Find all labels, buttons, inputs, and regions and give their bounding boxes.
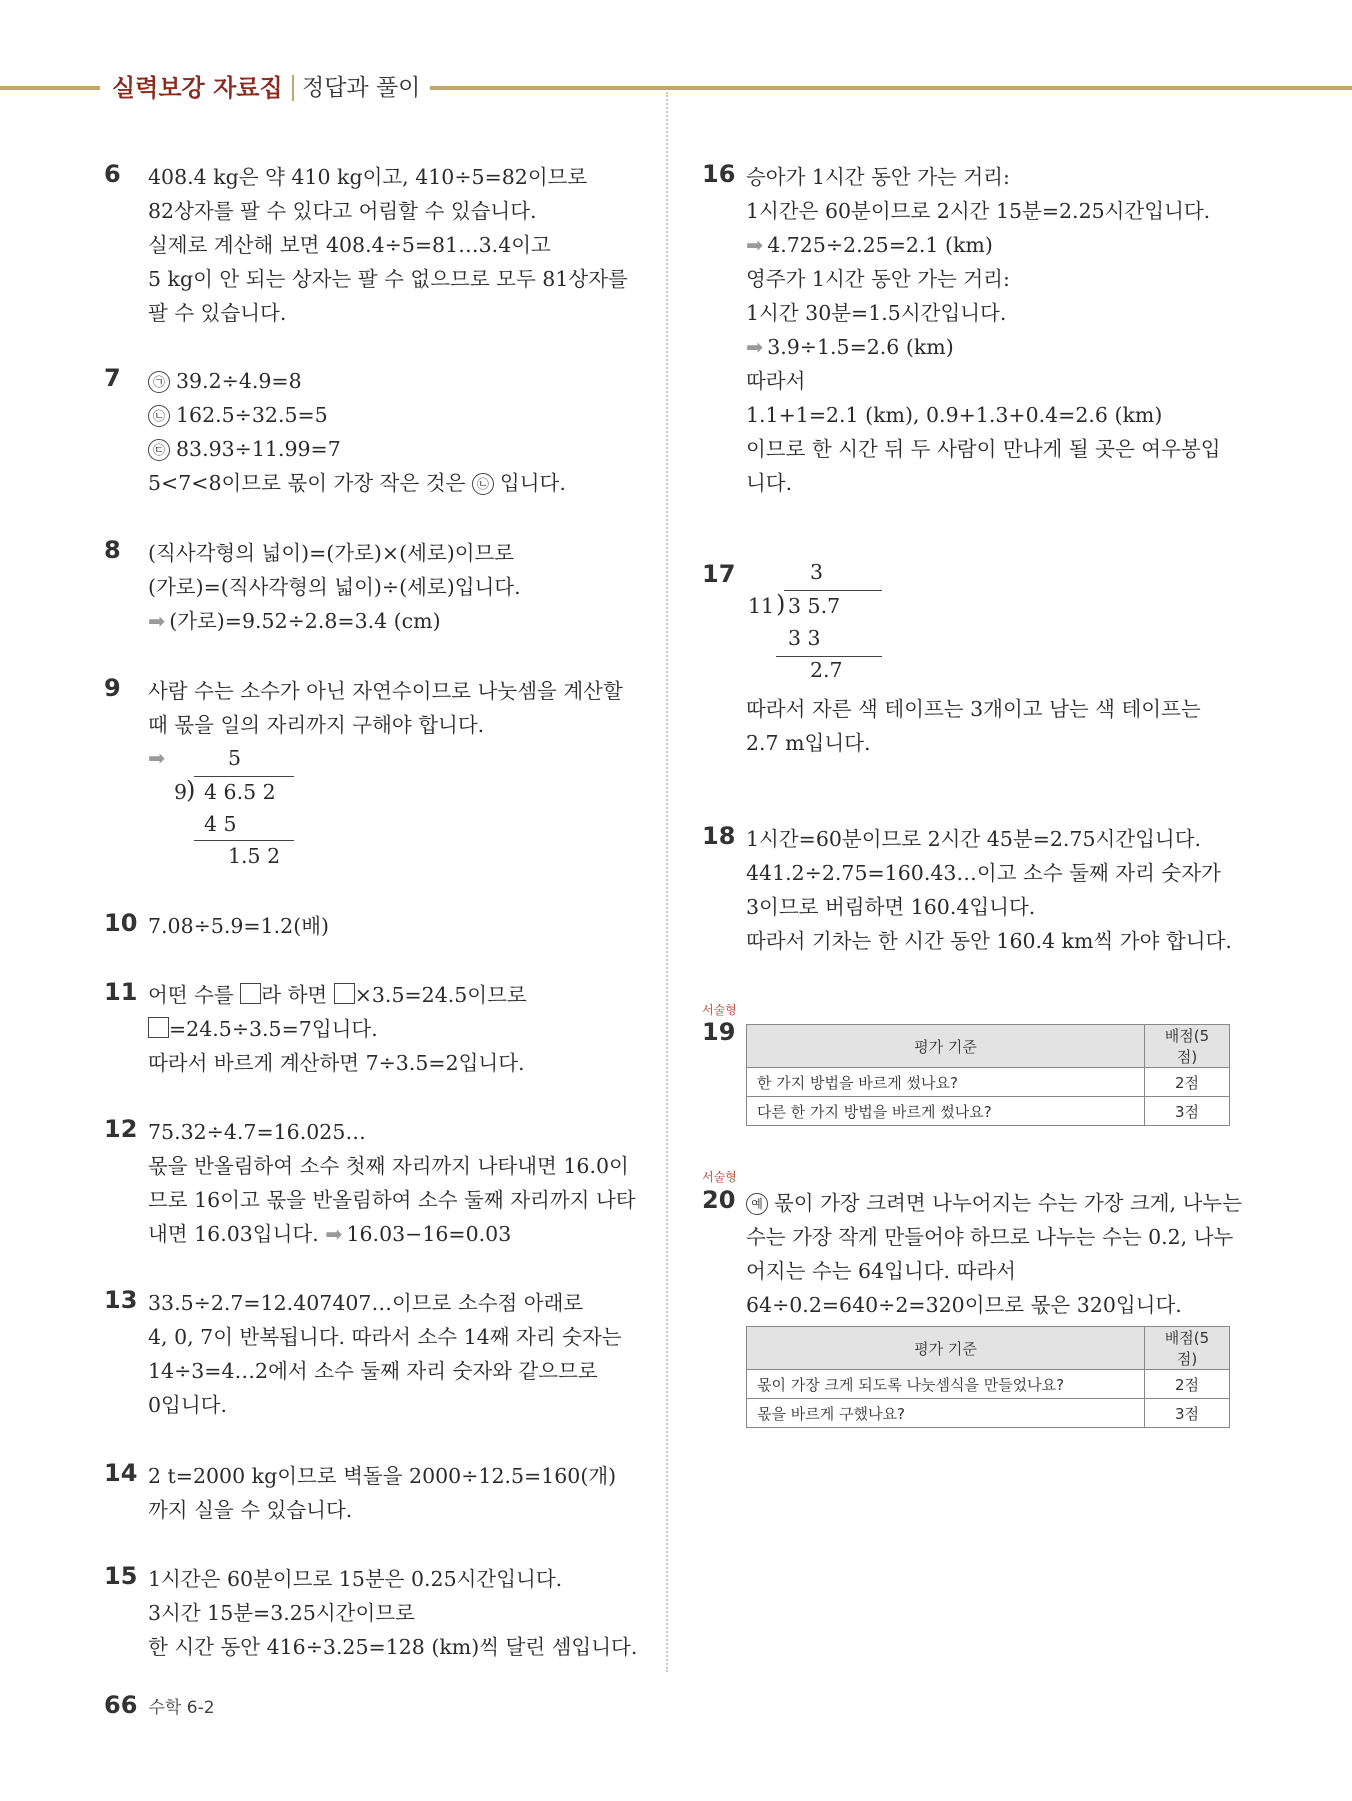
scoring-table [746, 1326, 1230, 1428]
criteria-cell: 다른 한 가지 방법을 바르게 썼나요? [747, 1097, 1145, 1126]
text-line [148, 364, 566, 398]
division-bracket: ) [776, 590, 786, 618]
header-points: 배점(5점) [1145, 1327, 1230, 1370]
table-row [747, 1399, 1230, 1428]
text-line: 까지 실을 수 있습니다. [148, 1498, 353, 1522]
division-subtrahend: 4 5 [204, 812, 237, 836]
problem-number: 8 [104, 536, 121, 564]
page-header [0, 66, 1352, 110]
equation: 4.725÷2.25=2.1 (km) [767, 233, 993, 257]
text-line: 75.32÷4.7=16.025… [148, 1120, 366, 1144]
header-criteria: 평가 기준 [747, 1327, 1145, 1370]
text-line: 한 시간 동안 416÷3.25=128 (km)씩 달린 셈입니다. [148, 1635, 638, 1659]
problem-number: 7 [104, 364, 121, 392]
points-cell: 3점 [1145, 1097, 1230, 1126]
circled-mark: ㉡ [148, 405, 170, 427]
text-line [148, 604, 521, 638]
problem-body [148, 1562, 637, 1664]
column-divider [666, 92, 668, 1672]
text-line: 1시간은 60분이므로 2시간 15분=2.25시간입니다. [746, 199, 1211, 223]
table-row [747, 1370, 1230, 1399]
header-rule-left [0, 86, 100, 90]
text: 몫이 가장 크려면 나누어지는 수는 가장 크게, 나누는 [774, 1191, 1242, 1215]
division-quotient: 3 [810, 560, 824, 584]
problem-body [148, 1115, 636, 1251]
problem-body [148, 674, 623, 742]
problem-body [746, 1186, 1242, 1322]
text-line: 0입니다. [148, 1393, 227, 1417]
text: ×3.5=24.5이므로 [354, 983, 527, 1007]
problem-body [746, 822, 1232, 958]
text-line [148, 432, 566, 466]
problem-number: 12 [104, 1115, 138, 1143]
problem-body [148, 978, 527, 1080]
text-line [148, 1012, 527, 1046]
equation: 3.9÷1.5=2.6 (km) [767, 335, 954, 359]
text-line: 441.2÷2.75=160.43…이고 소수 둘째 자리 숫자가 [746, 861, 1221, 885]
problem-number: 17 [702, 560, 736, 588]
problem-body [148, 1459, 616, 1527]
text-line: (직사각형의 넓이)=(가로)×(세로)이므로 [148, 541, 515, 565]
arrow-icon: ➡ [746, 335, 764, 359]
points-cell: 2점 [1145, 1370, 1230, 1399]
scoring-table [746, 1024, 1230, 1126]
division-remainder: 2.7 [810, 658, 843, 682]
text-line: 3이므로 버림하면 160.4입니다. [746, 895, 1036, 919]
division-remainder: 1.5 2 [228, 844, 281, 868]
arrow-icon: ➡ [325, 1222, 343, 1246]
header-separator [292, 75, 294, 101]
table-header-row [747, 1025, 1230, 1068]
division-quotient: 5 [228, 746, 242, 770]
text-line: 사람 수는 소수가 아닌 자연수이므로 나눗셈을 계산할 [148, 679, 623, 703]
text-line: 64÷0.2=640÷2=320이므로 몫은 320입니다. [746, 1293, 1182, 1317]
division-bar [784, 590, 882, 591]
division-subtrahend: 3 3 [788, 626, 821, 650]
problem-number: 20 [702, 1186, 736, 1214]
problem-body [746, 692, 1201, 760]
points-cell: 2점 [1145, 1068, 1230, 1097]
problem-number: 13 [104, 1286, 138, 1314]
division-dividend: 4 6.5 2 [204, 780, 276, 804]
division-bar [194, 776, 294, 777]
equation: (가로)=9.52÷2.8=3.4 (cm) [169, 609, 441, 633]
text-line: 니다. [746, 471, 793, 495]
text-line: 따라서 기차는 한 시간 동안 160.4 km씩 가야 합니다. [746, 929, 1232, 953]
text-line: 때 몫을 일의 자리까지 구해야 합니다. [148, 713, 485, 737]
criteria-cell: 한 가지 방법을 바르게 썼나요? [747, 1068, 1145, 1097]
text-line: 어지는 수는 64입니다. 따라서 [746, 1259, 1016, 1283]
text-line: 므로 16이고 몫을 반올림하여 소수 둘째 자리까지 나타 [148, 1188, 636, 1212]
page-number: 66 [104, 1691, 138, 1719]
problem-body [148, 909, 329, 943]
text-line: 5 kg이 안 되는 상자는 팔 수 없으므로 모두 81상자를 [148, 267, 628, 291]
text-line: 408.4 kg은 약 410 kg이고, 410÷5=82이므로 [148, 165, 588, 189]
problem-number: 14 [104, 1459, 138, 1487]
text-line [746, 228, 1221, 262]
division-line [194, 840, 294, 841]
text-line: 승아가 1시간 동안 가는 거리: [746, 165, 1010, 189]
blank-box [240, 983, 261, 1004]
long-division [148, 742, 348, 868]
text-line: 1시간 30분=1.5시간입니다. [746, 301, 1007, 325]
text-line: 33.5÷2.7=12.407407…이므로 소수점 아래로 [148, 1291, 584, 1315]
text-line [148, 978, 527, 1012]
text-line: 실제로 계산해 보면 408.4÷5=81…3.4이고 [148, 233, 551, 257]
text-line: 1시간은 60분이므로 15분은 0.25시간입니다. [148, 1567, 563, 1591]
descriptive-tag: 서술형 [702, 1170, 737, 1184]
text: 5<7<8이므로 몫이 가장 작은 것은 [148, 471, 472, 495]
text-line: 1.1+1=2.1 (km), 0.9+1.3+0.4=2.6 (km) [746, 403, 1163, 427]
blank-box [148, 1017, 169, 1038]
problem-number: 6 [104, 160, 121, 188]
division-divisor: 9 [174, 780, 188, 804]
text: 내면 16.03입니다. [148, 1222, 319, 1246]
text-line: 이므로 한 시간 뒤 두 사람이 만나게 될 곳은 여우봉입 [746, 437, 1221, 461]
text: 입니다. [499, 471, 566, 495]
problem-number: 10 [104, 909, 138, 937]
equation: 39.2÷4.9=8 [176, 369, 302, 393]
text-line: 2.7 m입니다. [746, 731, 871, 755]
text-line: 따라서 자른 색 테이프는 3개이고 남는 색 테이프는 [746, 697, 1201, 721]
equation: 162.5÷32.5=5 [176, 403, 328, 427]
text-line: (가로)=(직사각형의 넓이)÷(세로)입니다. [148, 575, 521, 599]
text-line [148, 1217, 636, 1251]
problem-number: 16 [702, 160, 736, 188]
text-line: 팔 수 있습니다. [148, 301, 287, 325]
table-row [747, 1097, 1230, 1126]
circled-mark: ㉡ [472, 473, 494, 495]
criteria-cell: 몫을 바르게 구했나요? [747, 1399, 1145, 1428]
division-line [776, 656, 882, 657]
header-title: 실력보강 자료집 [112, 74, 283, 102]
problem-number: 19 [702, 1018, 736, 1046]
points-cell: 3점 [1145, 1399, 1230, 1428]
problem-number: 15 [104, 1562, 138, 1590]
division-divisor: 11 [748, 594, 775, 618]
text-line: 따라서 바르게 계산하면 7÷3.5=2입니다. [148, 1051, 525, 1075]
text-line: 영주가 1시간 동안 가는 거리: [746, 267, 1010, 291]
text-line: 7.08÷5.9=1.2(배) [148, 914, 330, 938]
blank-box [334, 983, 355, 1004]
text-line: 4, 0, 7이 반복됩니다. 따라서 소수 14째 자리 숫자는 [148, 1325, 622, 1349]
text-line: 따라서 [746, 369, 806, 393]
text: 어떤 수를 [148, 983, 241, 1007]
arrow-icon: ➡ [746, 233, 764, 257]
text-line [148, 466, 566, 500]
equation: 83.93÷11.99=7 [176, 437, 341, 461]
text-line: 1시간=60분이므로 2시간 45분=2.75시간입니다. [746, 827, 1202, 851]
problem-body [746, 160, 1221, 500]
text: 라 하면 [261, 983, 334, 1007]
table-row [747, 1068, 1230, 1097]
long-division [746, 560, 946, 680]
text: =24.5÷3.5=7입니다. [169, 1017, 378, 1041]
circled-mark: ㉠ [148, 371, 170, 393]
text-line [746, 1186, 1242, 1220]
text-line [148, 398, 566, 432]
text-line: 14÷3=4…2에서 소수 둘째 자리 숫자와 같으므로 [148, 1359, 598, 1383]
criteria-cell: 몫이 가장 크게 되도록 나눗셈식을 만들었나요? [747, 1370, 1145, 1399]
text-line [746, 330, 1221, 364]
problem-number: 9 [104, 674, 121, 702]
problem-number: 18 [702, 822, 736, 850]
arrow-icon: ➡ [148, 609, 166, 633]
problem-body [148, 536, 521, 638]
text-line: 몫을 반올림하여 소수 첫째 자리까지 나타내면 16.0이 [148, 1154, 629, 1178]
division-bracket: ) [186, 776, 196, 804]
arrow-icon: ➡ [148, 746, 166, 770]
page-footer [104, 1691, 215, 1719]
text-line: 3시간 15분=3.25시간이므로 [148, 1601, 415, 1625]
problem-body [148, 364, 566, 500]
example-mark: 예 [746, 1193, 768, 1215]
problem-body [148, 160, 628, 330]
problem-number: 11 [104, 978, 138, 1006]
header-rule-right [430, 86, 1352, 90]
problem-body [148, 1286, 622, 1422]
header-subtitle: 정답과 풀이 [302, 75, 421, 101]
table-header-row [747, 1327, 1230, 1370]
header-criteria: 평가 기준 [747, 1025, 1145, 1068]
division-dividend: 3 5.7 [788, 594, 841, 618]
header-points: 배점(5점) [1145, 1025, 1230, 1068]
text-line: 2 t=2000 kg이므로 벽돌을 2000÷12.5=160(개) [148, 1464, 617, 1488]
equation: 16.03−16=0.03 [346, 1222, 512, 1246]
text-line: 수는 가장 작게 만들어야 하므로 나누는 수는 0.2, 나누 [746, 1225, 1234, 1249]
text-line: 82상자를 팔 수 있다고 어림할 수 있습니다. [148, 199, 537, 223]
circled-mark: ㉢ [148, 439, 170, 461]
book-title: 수학 6-2 [148, 1698, 215, 1718]
descriptive-tag: 서술형 [702, 1003, 737, 1017]
